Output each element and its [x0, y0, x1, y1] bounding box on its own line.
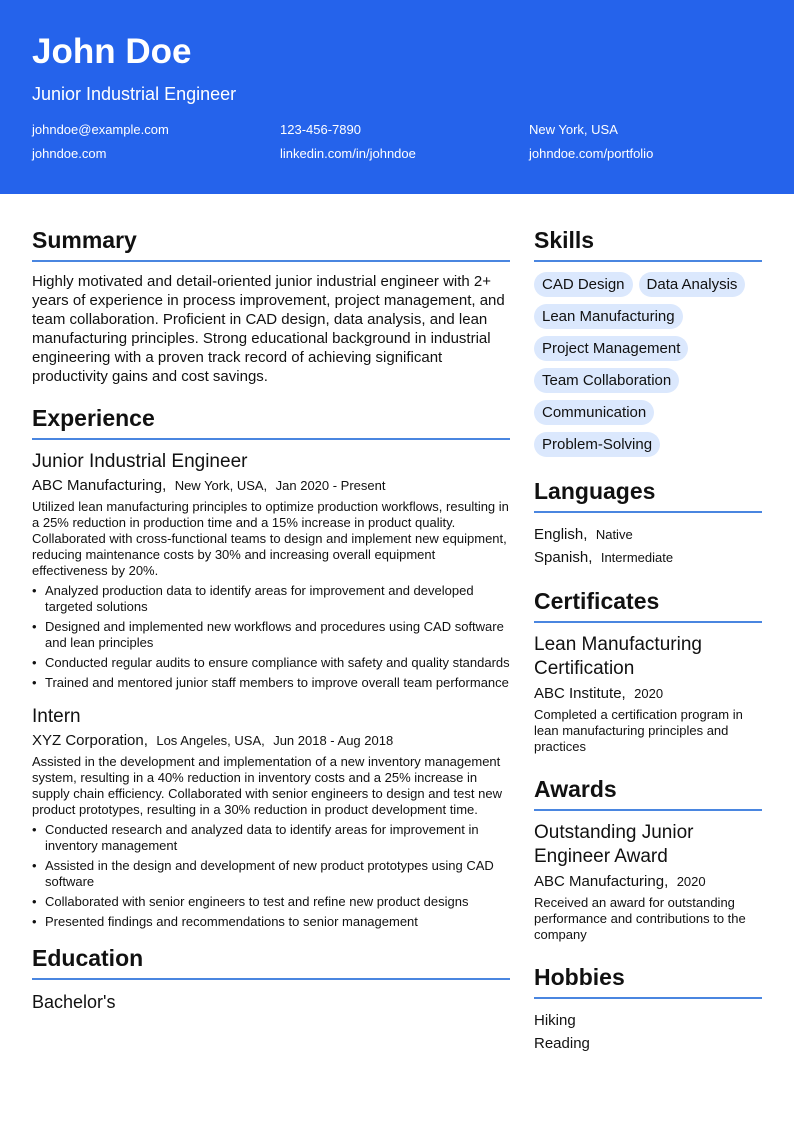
skill-tag: Lean Manufacturing: [534, 304, 683, 329]
education-degree: Bachelor's: [32, 992, 116, 1012]
job-dates: Jan 2020 - Present: [275, 478, 386, 493]
location: New York, USA: [529, 122, 618, 137]
award-year: 2020: [676, 874, 706, 889]
hobbies-heading: Hobbies: [534, 963, 762, 999]
language-item: [534, 546, 762, 569]
website-link[interactable]: johndoe.com: [32, 146, 107, 161]
job-bullet: • Analyzed production data to identify areas for improvement and developed targeted solutions: [32, 583, 510, 615]
job-dates: Jun 2018 - Aug 2018: [273, 733, 394, 748]
certificate-issuer: ABC Institute,: [534, 685, 626, 702]
skill-tag: CAD Design: [534, 272, 633, 297]
award-description: Received an award for outstanding performance and contributions to the company: [534, 895, 746, 942]
job-title: Intern: [32, 706, 81, 727]
job-location: New York, USA,: [174, 478, 268, 493]
candidate-title: Junior Industrial Engineer: [32, 84, 237, 104]
candidate-name: John Doe: [32, 32, 192, 71]
portfolio-link[interactable]: johndoe.com/portfolio: [529, 146, 654, 161]
languages-list: [534, 523, 762, 569]
education-heading: Education: [32, 944, 510, 980]
skill-tag: Team Collaboration: [534, 368, 679, 393]
certificate-description: Completed a certification program in lean manufacturing principles and practices: [534, 707, 743, 754]
award-name: Outstanding Junior Engineer Award: [534, 822, 694, 867]
job-description: Assisted in the development and implementation of a new inventory management system, resulting in a 40% reduction in inventory costs and a 25% increase in supply chain efficiency. Collaborated with senior engineers to design and test new product prototypes, resulting in a 30% reduction in product development time.: [32, 754, 502, 817]
languages-heading: Languages: [534, 477, 762, 513]
skill-tag: Data Analysis: [639, 272, 746, 297]
certificate-year: 2020: [634, 686, 664, 701]
skills-list: [534, 272, 762, 457]
skill-tag: Communication: [534, 400, 654, 425]
awards-heading: Awards: [534, 775, 762, 811]
language-level: Intermediate: [600, 550, 674, 565]
job-bullet: • Conducted research and analyzed data to identify areas for improvement in inventory management: [32, 822, 510, 854]
skill-tag: Project Management: [534, 336, 688, 361]
hobby-item: Reading: [534, 1035, 590, 1052]
job-bullets: [32, 822, 510, 930]
certificate-meta: [534, 683, 762, 705]
skills-heading: Skills: [534, 226, 762, 262]
job-title: Junior Industrial Engineer: [32, 451, 248, 472]
job-bullet: • Conducted regular audits to ensure compliance with safety and quality standards: [32, 655, 510, 671]
experience-heading: Experience: [32, 404, 510, 440]
job-bullet: • Presented findings and recommendations to senior management: [32, 914, 510, 930]
linkedin-link[interactable]: linkedin.com/in/johndoe: [280, 146, 416, 161]
job-bullet: • Trained and mentored junior staff members to improve overall team performance: [32, 675, 510, 691]
job-description: Utilized lean manufacturing principles to optimize production workflows, resulting in a 25% reduction in production time and a 15% increase in product quality. Collaborated with cross-functional teams to design and implement new equipment, reducing maintenance costs by 30% and increasing overall equipment effectiveness by 20%.: [32, 499, 509, 578]
job-bullet: • Designed and implemented new workflows and procedures using CAD software and lean principles: [32, 619, 510, 651]
job-bullet: • Collaborated with senior engineers to test and refine new product designs: [32, 894, 510, 910]
language-level: Native: [595, 527, 633, 542]
language-name: English,: [534, 526, 588, 543]
job-meta: [32, 731, 510, 751]
skill-tag: Problem-Solving: [534, 432, 660, 457]
certificates-heading: Certificates: [534, 587, 762, 623]
summary-text: Highly motivated and detail-oriented junior industrial engineer with 2+ years of experience in process improvement, project management, and team collaboration. Proficient in CAD design, data analysis, and lean manufacturing principles. Strong educational background in industrial engineering with a proven track record of achieving significant productivity gains and cost savings.: [32, 273, 505, 385]
job-bullets: [32, 583, 510, 691]
job-company: XYZ Corporation,: [32, 732, 148, 749]
job-bullet: • Assisted in the design and development of new product prototypes using CAD software: [32, 858, 510, 890]
language-item: [534, 523, 762, 546]
job-entry: [32, 705, 510, 930]
hobby-item: Hiking: [534, 1012, 576, 1029]
award-issuer: ABC Manufacturing,: [534, 873, 669, 890]
certificate-name: Lean Manufacturing Certification: [534, 634, 702, 679]
award-meta: [534, 871, 762, 893]
email-link[interactable]: johndoe@example.com: [32, 122, 169, 137]
job-entry: [32, 450, 510, 691]
job-location: Los Angeles, USA,: [156, 733, 265, 748]
main-column: [32, 226, 510, 1014]
summary-heading: Summary: [32, 226, 510, 262]
job-company: ABC Manufacturing,: [32, 477, 167, 494]
language-name: Spanish,: [534, 549, 593, 566]
phone-number: 123-456-7890: [280, 122, 361, 137]
resume-header: [0, 0, 794, 194]
side-column: [534, 226, 762, 1055]
job-meta: [32, 476, 510, 496]
